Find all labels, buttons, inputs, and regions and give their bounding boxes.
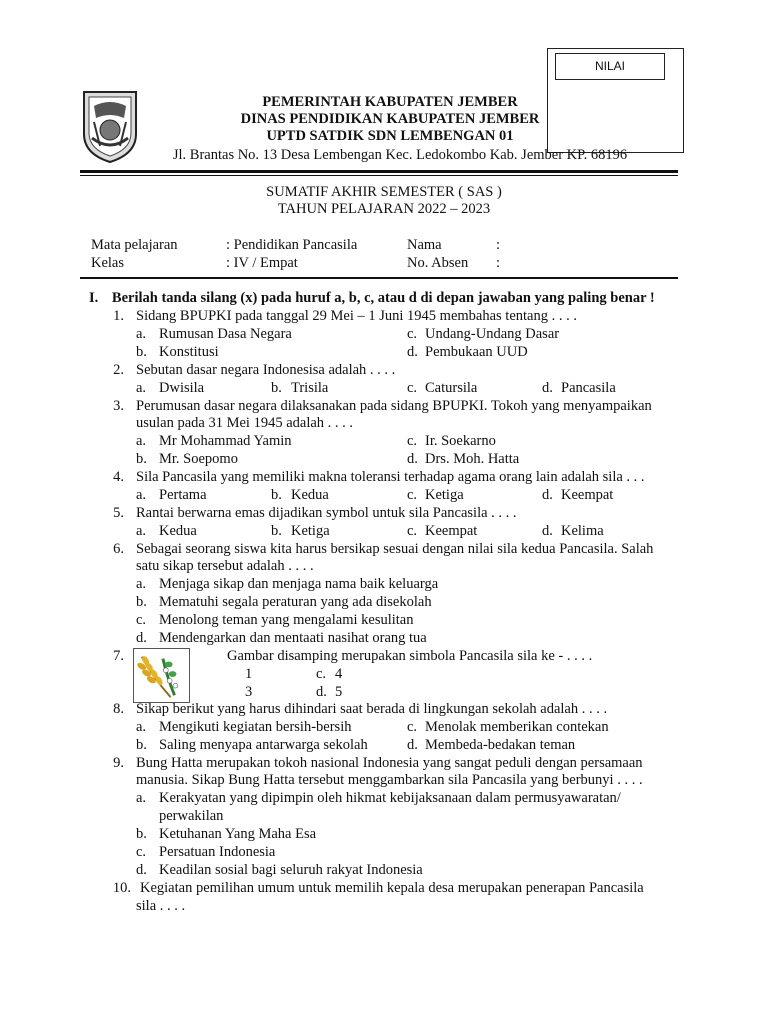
option-text: Kerakyatan yang dipimpin oleh hikmat kebijaksanaan dalam permusyawaratan/ [159, 790, 621, 806]
option-text: Kedua [159, 523, 197, 539]
header-rule-thick [80, 170, 678, 173]
option-text: Rumusan Dasa Negara [159, 326, 292, 342]
option-letter[interactable]: a. [136, 719, 147, 735]
option-letter[interactable]: d. [542, 487, 553, 503]
option-letter[interactable]: b. [136, 594, 147, 610]
option-letter[interactable]: d. [136, 862, 147, 878]
rice-cotton-symbol-image [133, 648, 190, 703]
name-field[interactable]: : [496, 237, 501, 253]
option-letter[interactable]: a. [136, 523, 147, 539]
option-text: Pancasila [561, 380, 616, 396]
subject-value: : Pendidikan Pancasila [226, 237, 358, 253]
question-text: Sebagai seorang siswa kita harus bersikap sesuai dengan nilai sila kedua Pancasila. Salah [136, 541, 654, 557]
option-letter[interactable]: b. [271, 523, 282, 539]
option-letter[interactable]: b. [136, 826, 147, 842]
option-letter[interactable]: c. [407, 719, 418, 735]
option-text: Menolak memberikan contekan [425, 719, 609, 735]
option-text: Persatuan Indonesia [159, 844, 276, 860]
option-text: Mendengarkan dan mentaati nasihat orang tua [159, 630, 427, 646]
option-text: Ketiga [425, 487, 464, 503]
question-text: Bung Hatta merupakan tokoh nasional Indonesia yang sangat peduli dengan persamaan [136, 755, 643, 771]
question-text: Sebutan dasar negara Indonesisa adalah . . . . [136, 362, 396, 378]
option-text: Keadilan sosial bagi seluruh rakyat Indonesia [159, 862, 423, 878]
option-letter[interactable]: d. [407, 737, 418, 753]
option-text: Kelima [561, 523, 604, 539]
option-letter[interactable]: a. [136, 790, 147, 806]
question-number: 7. [113, 648, 124, 664]
question-text: Perumusan dasar negara dilaksanakan pada sidang BPUPKI. Tokoh yang menyampaikan [136, 398, 652, 414]
option-text: Dwisila [159, 380, 205, 396]
option-text: Ir. Soekarno [425, 433, 496, 449]
question-text-continued: satu sikap tersebut adalah . . . . [136, 558, 314, 574]
option-text: Drs. Moh. Hatta [425, 451, 520, 467]
info-rule [80, 277, 678, 279]
question-number: 9. [113, 755, 124, 771]
option-text: Mengikuti kegiatan bersih-bersih [159, 719, 352, 735]
option-text: Trisila [291, 380, 329, 396]
name-label: Nama [407, 237, 442, 253]
option-letter[interactable]: c. [407, 433, 418, 449]
option-letter[interactable]: a. [136, 326, 147, 342]
option-letter[interactable]: c. [407, 326, 418, 342]
question-number: 2. [113, 362, 124, 378]
option-text: Mematuhi segala peraturan yang ada disekolah [159, 594, 432, 610]
section-numeral: I. [89, 290, 99, 306]
option-letter[interactable]: b. [136, 737, 147, 753]
option-letter[interactable]: b. [136, 344, 147, 360]
section-instruction-text: Berilah tanda silang (x) pada huruf a, b, c, atau d di depan jawaban yang paling benar ! [111, 290, 655, 306]
option-letter[interactable]: c. [316, 666, 327, 682]
option-letter[interactable]: c. [407, 380, 418, 396]
option-letter[interactable]: d. [316, 684, 327, 700]
option-text: Saling menyapa antarwarga sekolah [159, 737, 368, 753]
option-text: Mr Mohammad Yamin [159, 433, 292, 449]
option-letter[interactable]: b. [180, 684, 191, 700]
absence-number-label: No. Absen [407, 255, 469, 271]
option-text: Mr. Soepomo [159, 451, 238, 467]
option-text: 5 [335, 684, 343, 700]
option-letter[interactable]: c. [407, 487, 418, 503]
option-letter[interactable]: b. [271, 487, 282, 503]
option-letter[interactable]: a. [136, 433, 147, 449]
option-text: 4 [335, 666, 343, 682]
question-text: Kegiatan pemilihan umum untuk memilih kepala desa merupakan penerapan Pancasila [140, 880, 644, 896]
option-letter[interactable]: a. [136, 487, 147, 503]
jember-emblem-logo [80, 88, 140, 164]
question-number: 8. [113, 701, 124, 717]
absence-number-field[interactable]: : [496, 255, 501, 271]
question-text-continued: manusia. Sikap Bung Hatta tersebut menggambarkan sila Pancasila yang berbunyi . . . . [136, 772, 643, 788]
option-letter[interactable]: c. [407, 523, 418, 539]
question-number: 4. [113, 469, 124, 485]
option-text: 1 [245, 666, 253, 682]
option-letter[interactable]: a. [136, 380, 147, 396]
option-letter[interactable]: d. [407, 344, 418, 360]
option-text: Keempat [561, 487, 614, 503]
option-text-continued: perwakilan [159, 808, 224, 824]
question-text: Gambar disamping merupakan simbola Pancasila sila ke - . . . . [227, 648, 593, 664]
question-number: 1. [113, 308, 124, 324]
header-line-3: UPTD SATDIK SDN LEMBENGAN 01 [266, 128, 514, 144]
school-address: Jl. Brantas No. 13 Desa Lembengan Kec. Ledokombo Kab. Jember KP. 68196 [172, 147, 628, 163]
option-letter[interactable]: d. [542, 380, 553, 396]
option-text: Konstitusi [159, 344, 219, 360]
option-text: Menjaga sikap dan menjaga nama baik keluarga [159, 576, 439, 592]
option-text: Catursila [425, 380, 478, 396]
header-line-1: PEMERINTAH KABUPATEN JEMBER [262, 94, 518, 110]
rice-stalk-icon [136, 655, 171, 697]
option-text: Menolong teman yang mengalami kesulitan [159, 612, 414, 628]
score-label: NILAI [555, 53, 665, 80]
option-letter[interactable]: b. [271, 380, 282, 396]
option-letter[interactable]: a. [180, 666, 191, 682]
option-text: Ketiga [291, 523, 330, 539]
section-instruction [89, 290, 655, 307]
option-letter[interactable]: c. [136, 844, 147, 860]
header-line-2: DINAS PENDIDIKAN KABUPATEN JEMBER [240, 111, 540, 127]
option-text: Pertama [159, 487, 207, 503]
question-number: 5. [113, 505, 124, 521]
question-text: Rantai berwarna emas dijadikan symbol untuk sila Pancasila . . . . [136, 505, 517, 521]
option-letter[interactable]: d. [407, 451, 418, 467]
question-text: Sidang BPUPKI pada tanggal 29 Mei – 1 Juni 1945 membahas tentang . . . . [136, 308, 577, 324]
question-number: 6. [113, 541, 124, 557]
exam-year: TAHUN PELAJARAN 2022 – 2023 [277, 201, 491, 217]
class-value: : IV / Empat [226, 255, 298, 271]
class-label: Kelas [91, 255, 125, 271]
option-letter[interactable]: b. [136, 451, 147, 467]
exam-title: SUMATIF AKHIR SEMESTER ( SAS ) [266, 184, 502, 200]
option-text: Ketuhanan Yang Maha Esa [159, 826, 317, 842]
subject-label: Mata pelajaran [91, 237, 178, 253]
question-text-continued: usulan pada 31 Mei 1945 adalah . . . . [136, 415, 354, 431]
question-text: Sila Pancasila yang memiliki makna toleransi terhadap agama orang lain adalah sila . . . [136, 469, 645, 485]
option-letter[interactable]: c. [136, 612, 147, 628]
question-number: 10. [112, 880, 131, 896]
option-text: Undang-Undang Dasar [425, 326, 560, 342]
option-text: Kedua [291, 487, 329, 503]
option-text: Membeda-bedakan teman [425, 737, 576, 753]
option-text: 3 [245, 684, 253, 700]
option-letter[interactable]: a. [136, 576, 147, 592]
option-text: Keempat [425, 523, 478, 539]
option-letter[interactable]: d. [136, 630, 147, 646]
option-letter[interactable]: d. [542, 523, 553, 539]
option-text: Pembukaan UUD [425, 344, 528, 360]
header-rule-thin [80, 175, 678, 176]
question-text: Sikap berikut yang harus dihindari saat berada di lingkungan sekolah adalah . . . . [136, 701, 608, 717]
question-text-continued: sila . . . . [136, 898, 186, 914]
question-number: 3. [113, 398, 124, 414]
